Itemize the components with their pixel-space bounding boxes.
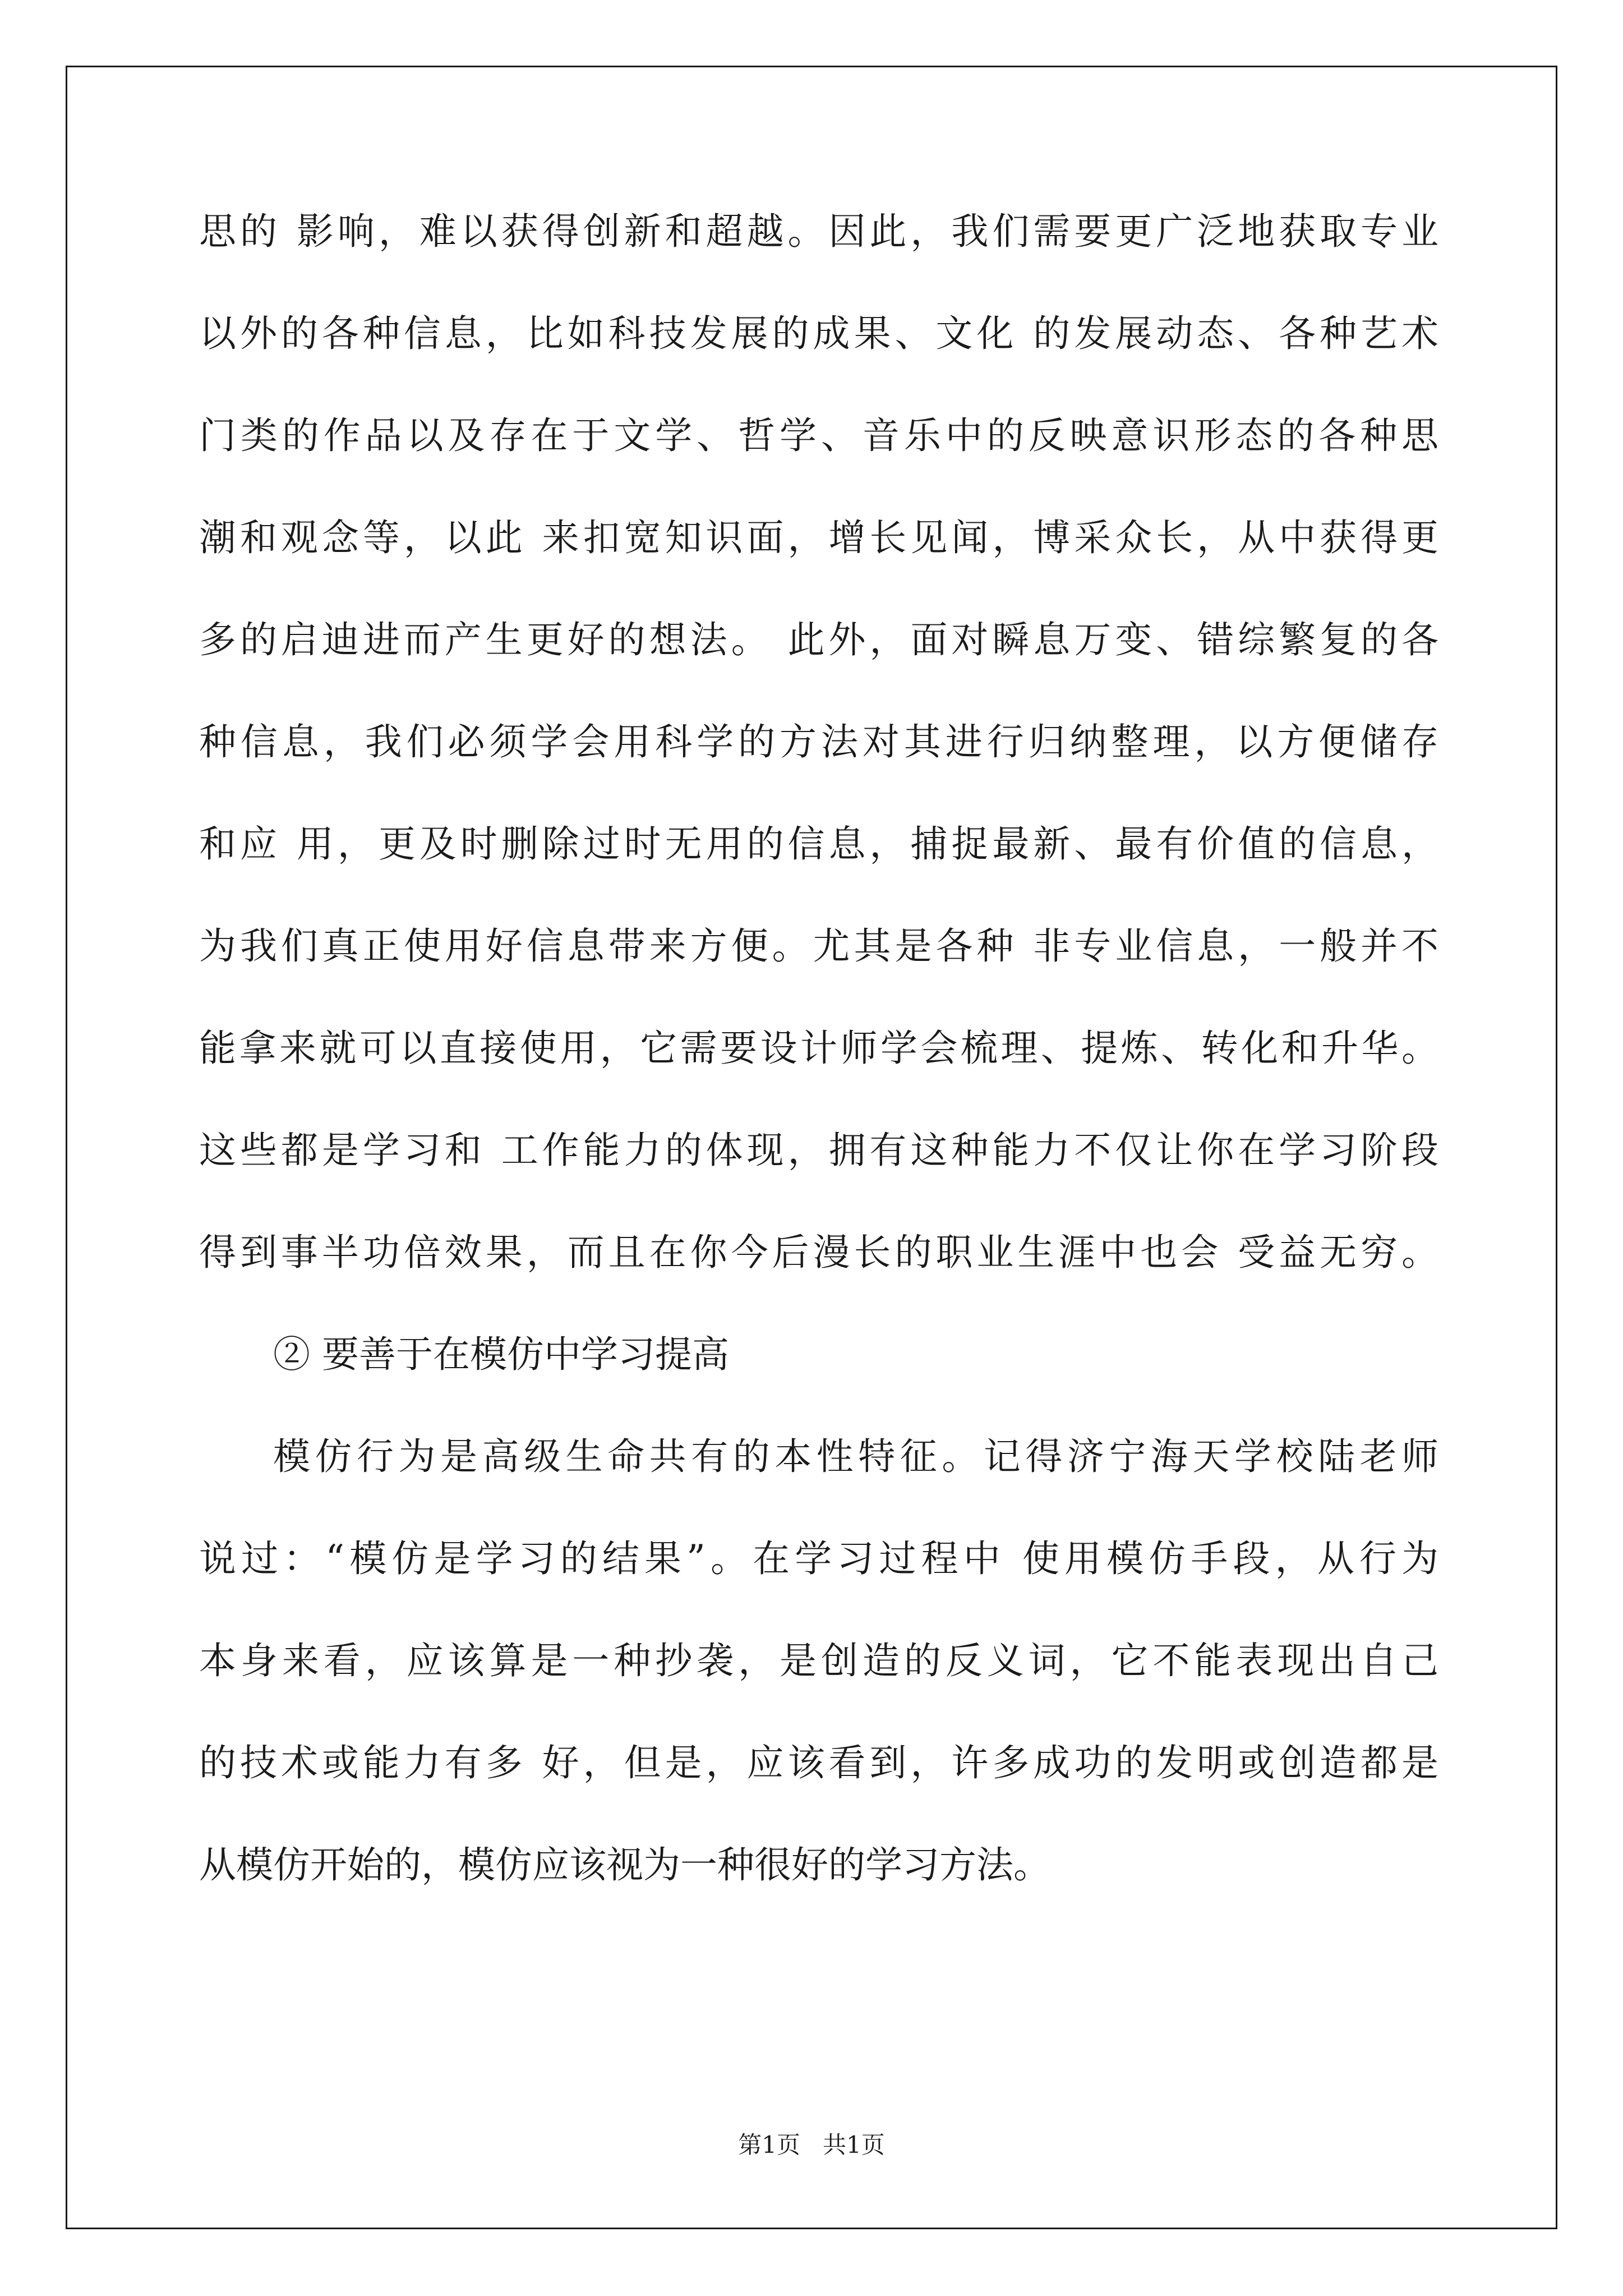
text-line: 从模仿开始的，模仿应该视为一种很好的学习方法。 (199, 1843, 1050, 1887)
text-line: 本身来看，应该算是一种抄袭，是创造的反义词，它不能表现出自己 (199, 1639, 1438, 1682)
text-line: 和应 用，更及时删除过时无用的信息，捕捉最新、最有价值的信息， (199, 822, 1438, 866)
text-line: 门类的作品以及存在于文学、哲学、音乐中的反映意识形态的各种思 (199, 414, 1438, 457)
text-line: 为我们真正使用好信息带来方便。尤其是各种 非专业信息，一般并不 (199, 924, 1438, 968)
text-line: 这些都是学习和 工作能力的体现，拥有这种能力不仅让你在学习阶段 (199, 1129, 1438, 1172)
section-heading: ② 要善于在模仿中学习提高 (273, 1333, 729, 1376)
paragraph-first-line: 模仿行为是高级生命共有的本性特征。记得济宁海天学校陆老师 (273, 1435, 1438, 1478)
text-line: 说过：“模仿是学习的结果”。在学习过程中 使用模仿手段，从行为 (199, 1537, 1438, 1580)
text-line: 以外的各种信息，比如科技发展的成果、文化 的发展动态、各种艺术 (199, 312, 1438, 355)
text-line: 潮和观念等，以此 来扣宽知识面，增长见闻，博采众长，从中获得更 (199, 516, 1438, 559)
page-footer (0, 2132, 1623, 2159)
text-line: 种信息，我们必须学会用科学的方法对其进行归纳整理，以方便储存 (199, 720, 1438, 763)
text-line: 的技术或能力有多 好，但是，应该看到，许多成功的发明或创造都是 (199, 1741, 1438, 1784)
text-line: 得到事半功倍效果，而且在你今后漫长的职业生涯中也会 受益无穷。 (199, 1231, 1438, 1274)
document-body (199, 210, 1438, 1949)
page-total: 共1页 (823, 2131, 885, 2159)
page-number: 第1页 (738, 2131, 800, 2159)
text-line: 多的启迪进而产生更好的想法。 此外，面对瞬息万变、错综繁复的各 (199, 618, 1438, 661)
text-line: 能拿来就可以直接使用，它需要设计师学会梳理、提炼、转化和升华。 (199, 1027, 1438, 1070)
text-line: 思的 影响，难以获得创新和超越。因此，我们需要更广泛地获取专业 (199, 210, 1438, 253)
